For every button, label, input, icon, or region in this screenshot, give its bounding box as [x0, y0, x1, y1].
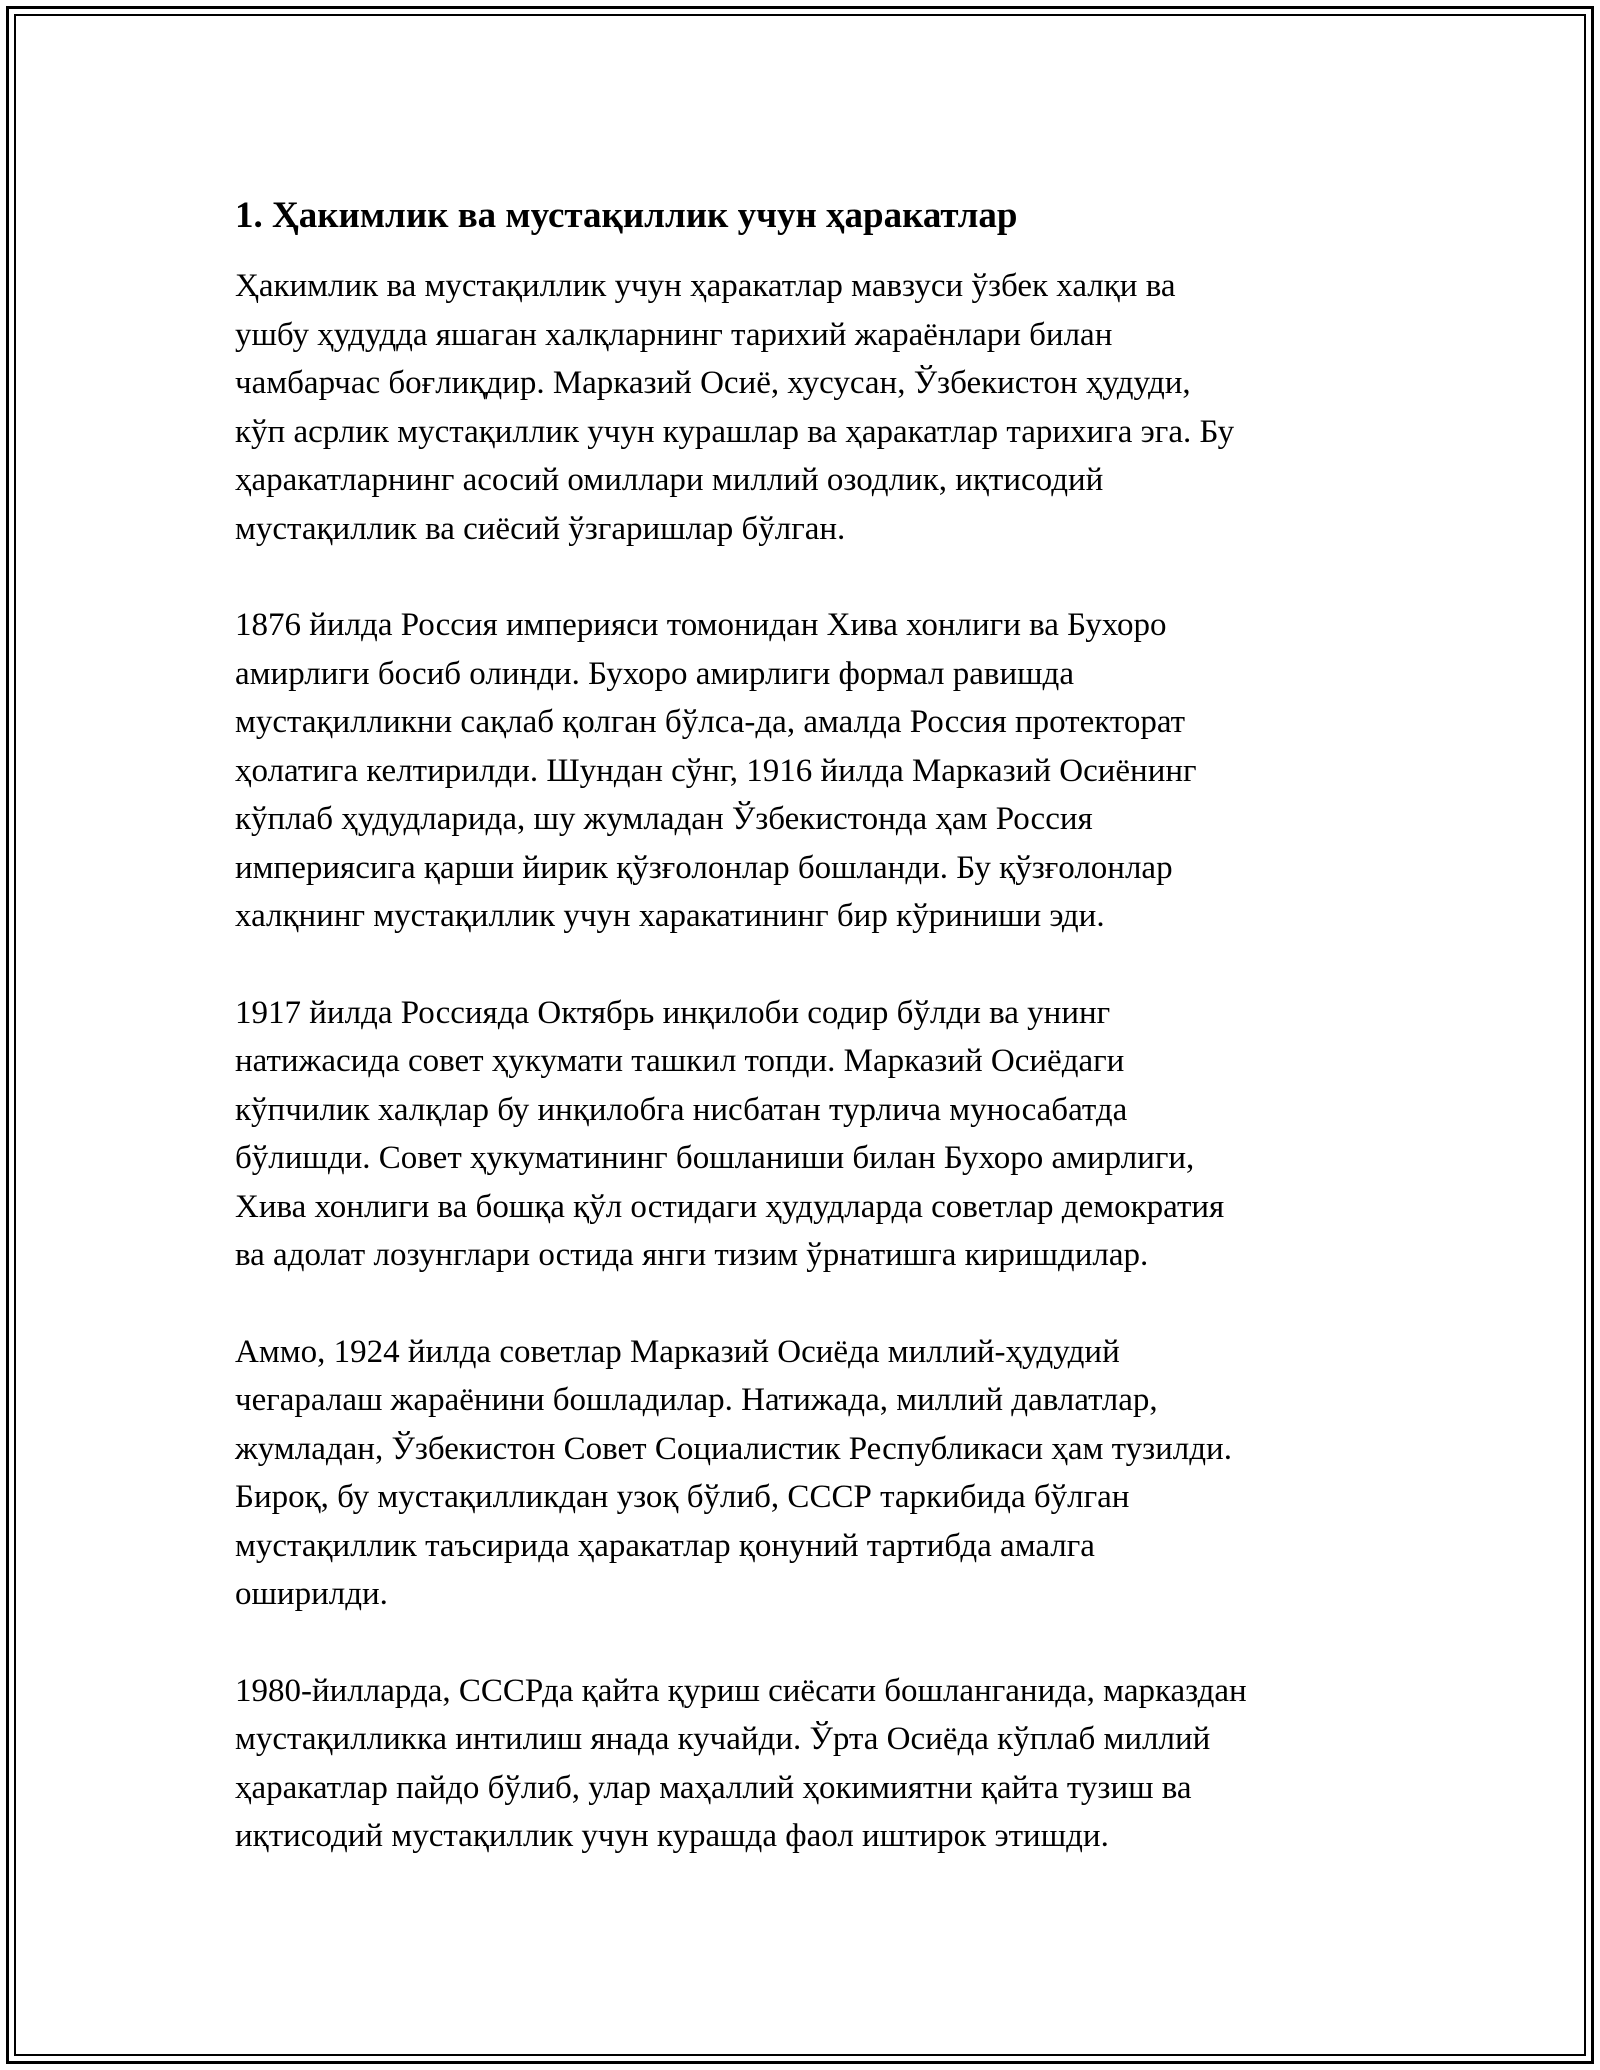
paragraph-4: Аммо, 1924 йилда советлар Марказий Осиёда миллий-ҳудудий чегаралаш жараёнини бошладилар. Натижада, миллий давлатлар, жумладан, Ўзбекистон Совет Социалистик Республикаси ҳам тузилди. Бироқ, бу мустақилликдан узоқ бўлиб, СССР таркибида бўлган мустақиллик таъсирида ҳаракатлар қонуний тартибда амалга оширилди. — [235, 1333, 1232, 1612]
paragraph-2: 1876 йилда Россия империяси томонидан Хива хонлиги ва Бухоро амирлиги босиб олинди. Бухоро амирлиги формал равишда мустақилликни сақлаб қолган бўлса-да, амалда Россия протекторат ҳолатига келтирилди. Шундан сўнг, 1916 йилда Марказий Осиёнинг кўплаб ҳудудларида, шу жумладан Ўзбекистонда ҳам Россия империясига қарши йирик қўзғолонлар бошланди. Бу қўзғолонлар халқнинг мустақиллик учун харакатининг бир кўриниши эди. — [235, 607, 1197, 934]
paragraph-1: Ҳакимлик ва мустақиллик учун ҳаракатлар мавзуси ўзбек халқи ва ушбу ҳудудда яшаган халқларнинг тарихий жараёнлари билан чамбарчас боғлиқдир. Марказий Осиё, хусусан, Ўзбекистон ҳудуди, кўп асрлик мустақиллик учун курашлар ва ҳаракатлар тарихига эга. Бу ҳаракатларнинг асосий омиллари миллий озодлик, иқтисодий мустақиллик ва сиёсий ўзгаришлар бўлган. — [235, 268, 1235, 547]
paragraph-3: 1917 йилда Россияда Октябрь инқилоби содир бўлди ва унинг натижасида совет ҳукумати ташкил топди. Марказий Осиёдаги кўпчилик халқлар бу инқилобга нисбатан турлича муносабатда бўлишди. Совет ҳукуматининг бошланиши билан Бухоро амирлиги, Хива хонлиги ва бошқа қўл остидаги ҳудудларда советлар демократия ва адолат лозунглари остида янги тизим ўрнатишга киришдилар. — [235, 994, 1225, 1273]
document-body — [235, 192, 1385, 1909]
section-heading: 1. Ҳакимлик ва мустақиллик учун ҳаракатлар — [235, 195, 1018, 236]
paragraph-5: 1980-йилларда, СССРда қайта қуриш сиёсати бошланганида, марказдан мустақилликка интилиш янада кучайди. Ўрта Осиёда кўплаб миллий ҳаракатлар пайдо бўлиб, улар маҳаллий ҳокимиятни қайта тузиш ва иқтисодий мустақиллик учун курашда фаол иштирок этишди. — [235, 1672, 1247, 1854]
